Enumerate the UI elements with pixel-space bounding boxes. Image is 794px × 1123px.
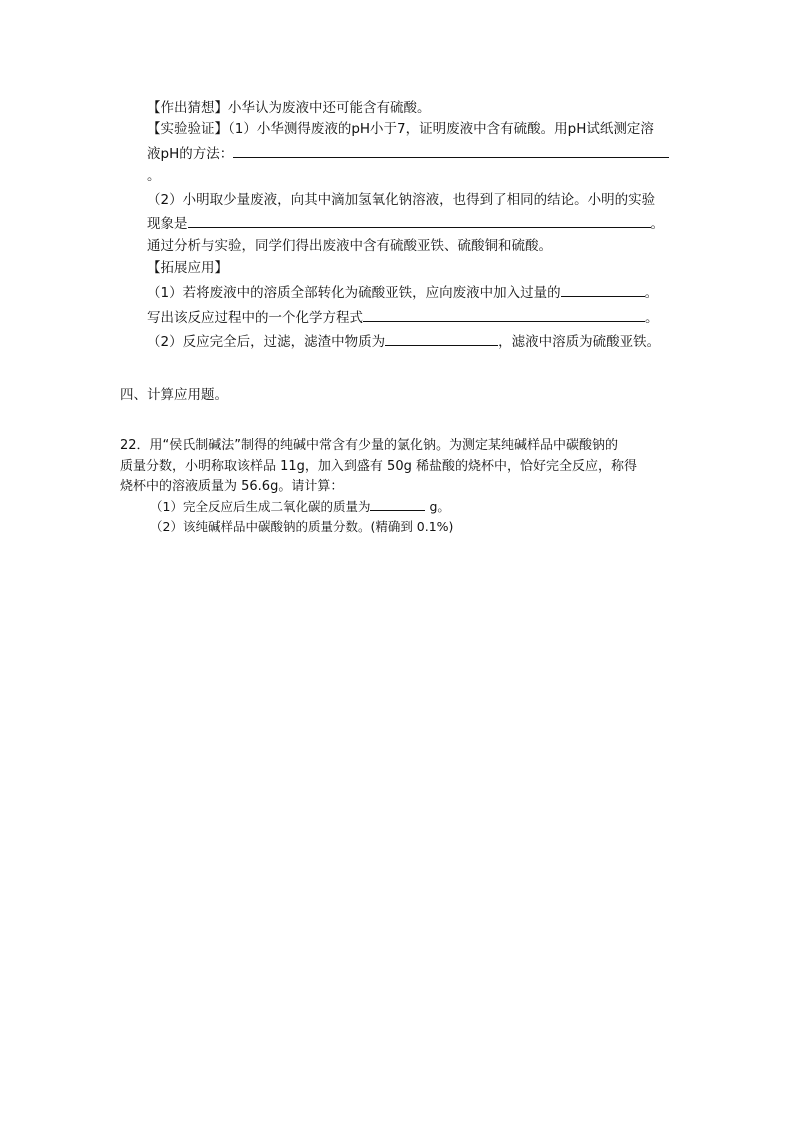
verify-line-2 bbox=[147, 142, 669, 165]
verify-q2-line-2 bbox=[147, 212, 664, 235]
verify-q2-line-1 bbox=[147, 189, 655, 211]
conclusion-line bbox=[147, 235, 552, 257]
co2-mass-label: （1）完全反应后生成二氧化碳的质量为 bbox=[150, 499, 371, 514]
verify-q1-text: （1）小华测得废液的pH小于7，证明废液中含有硫酸。用pH试纸测定溶 bbox=[228, 121, 654, 137]
q22-line-2 bbox=[120, 456, 637, 478]
q22-line-3 bbox=[120, 476, 343, 498]
residue-label: （2）反应完全后，过滤，滤渣中物质为 bbox=[147, 334, 386, 350]
q22-text-3: 烧杯中的溶液质量为 56.6g。请计算： bbox=[120, 479, 344, 494]
extend-q2-line bbox=[147, 330, 660, 353]
q22-line-1 bbox=[120, 435, 618, 457]
residue-blank[interactable] bbox=[385, 330, 498, 346]
ph-method-label: 液pH的方法： bbox=[147, 146, 234, 162]
mass-fraction-question: （2）该纯碱样品中碳酸钠的质量分数。(精确到 0.1%) bbox=[150, 519, 454, 534]
extend-q1-text: （1）若将废液中的溶质全部转化为硫酸亚铁，应向废液中加入过量的 bbox=[147, 285, 561, 301]
equation-line bbox=[147, 306, 659, 329]
equation-label: 写出该反应过程中的一个化学方程式 bbox=[147, 310, 363, 326]
guess-tag: 【作出猜想】 bbox=[147, 100, 228, 116]
section-4-heading: 四、计算应用题。 bbox=[120, 387, 228, 403]
guess-text: 小华认为废液中还可能含有硫酸。 bbox=[228, 100, 431, 116]
verify-period-line bbox=[147, 165, 161, 187]
extend-q1-end: 。 bbox=[644, 285, 659, 301]
verify-q2-text: （2）小明取少量废液，向其中滴加氢氧化钠溶液，也得到了相同的结论。小明的实验 bbox=[147, 192, 656, 208]
extend-line bbox=[147, 257, 228, 279]
phenomenon-end: 。 bbox=[650, 216, 664, 232]
q22-sub-2 bbox=[150, 516, 453, 538]
conclusion-text: 通过分析与实验，同学们得出废液中含有硫酸亚铁、硫酸铜和硫酸。 bbox=[147, 238, 552, 254]
extend-q1-line bbox=[147, 281, 658, 304]
co2-mass-blank[interactable] bbox=[370, 497, 425, 511]
equation-blank[interactable] bbox=[363, 306, 645, 322]
extend-tag: 【拓展应用】 bbox=[147, 260, 228, 276]
ph-method-blank[interactable] bbox=[233, 142, 669, 158]
verify-period: 。 bbox=[147, 168, 161, 184]
co2-mass-unit: g。 bbox=[425, 499, 450, 514]
q22-text-1: 22．用“侯氏制碱法”制得的纯碱中常含有少量的氯化钠。为测定某纯碱样品中碳酸钠的 bbox=[120, 438, 619, 453]
equation-end: 。 bbox=[645, 310, 659, 326]
guess-line bbox=[147, 97, 431, 119]
phenomenon-blank[interactable] bbox=[188, 212, 651, 228]
section-heading bbox=[120, 384, 228, 406]
q22-sub-1 bbox=[150, 496, 450, 518]
reagent-blank[interactable] bbox=[561, 281, 645, 297]
q22-text-2: 质量分数，小明称取该样品 11g，加入到盛有 50g 稀盐酸的烧杯中，恰好完全反应，称得 bbox=[120, 459, 637, 474]
filtrate-text: ，滤液中溶质为硫酸亚铁。 bbox=[498, 334, 661, 350]
verify-line-1 bbox=[147, 118, 654, 140]
verify-tag: 【实验验证】 bbox=[147, 121, 228, 137]
phenomenon-label: 现象是 bbox=[147, 216, 188, 232]
